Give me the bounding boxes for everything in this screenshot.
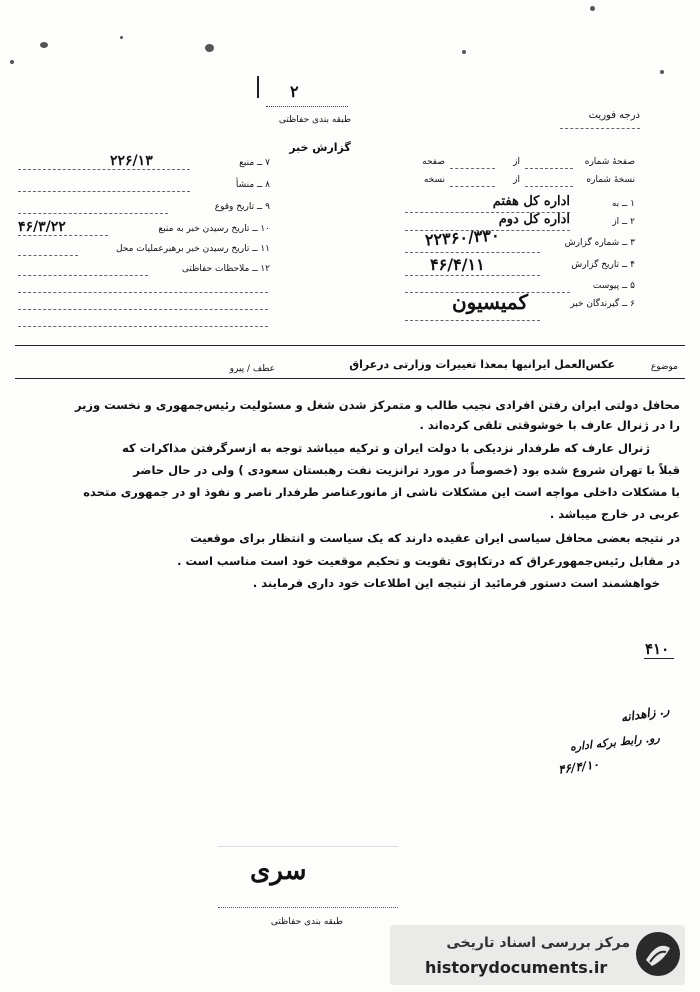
subject-label: موضوع (650, 362, 678, 372)
dotted-line (405, 320, 540, 321)
field-2-label: ۲ ــ از (612, 217, 635, 227)
stamp-text: سری (250, 856, 307, 886)
body-line: در مقابل رئیس‌جمهورعراق که درتکاپوی تقویت و تحکیم موقعیت خود است مناسب است . (177, 554, 680, 568)
page-from-label: از (513, 157, 520, 167)
dotted-line (18, 191, 190, 192)
scan-speck (40, 42, 48, 48)
field-4-label: ۴ ــ تاریخ گزارش (571, 260, 635, 270)
dotted-line (405, 252, 540, 253)
subject-rule-bottom (15, 378, 685, 379)
field-2-value: اداره کل دوم (498, 212, 570, 227)
field-3-label: ۳ ــ شماره گزارش (564, 238, 635, 248)
classification-label-top: طبقه بندی حفاظتی (278, 115, 352, 125)
form-title: گزارش خبر (289, 141, 351, 154)
field-3-value: ۲۲۳۶۰/۳۳۰ (424, 225, 501, 250)
body-line: قبلاً با تهران شروع شده بود (خصوصاً در مورد ترانزیت نفت رهبستان سعودی ) ولی در حال حاضر (133, 463, 680, 477)
dotted-line (18, 213, 168, 214)
dotted-line (450, 186, 495, 187)
field-10-label: ۱۰ ــ تاریخ رسیدن خبر به منبع (158, 224, 270, 234)
dotted-line (18, 275, 148, 276)
dotted-line (18, 292, 268, 293)
body-line: خواهشمند است دستور فرمائید از نتیجه این اطلاعات خود داری فرمایند . (252, 576, 660, 590)
watermark-url: historydocuments.ir (425, 958, 608, 977)
classification-box-bottom (218, 846, 398, 908)
field-10-value: ۴۶/۳/۲۲ (18, 219, 66, 235)
field-6-label: ۶ ــ گیرندگان خبر (570, 299, 635, 309)
dotted-line (450, 168, 495, 169)
watermark-org-name: مرکز بررسی اسناد تاریخی (446, 935, 630, 951)
margin-number-underline (644, 658, 674, 659)
urgency-label: درجه فوریت (588, 110, 640, 121)
scan-speck (205, 44, 214, 52)
dotted-line (525, 186, 573, 187)
reference-label: عطف / پیرو (229, 364, 275, 374)
dotted-line (18, 255, 78, 256)
subject-value: عکس‌العمل ایرانیها بمعذا تغییرات وزارتی درعراق (349, 358, 615, 371)
page-number-label: صفحهٔ شماره (584, 157, 635, 167)
signature-line-1: ر. زاهدانه (619, 702, 671, 725)
classification-box-top (266, 80, 348, 107)
field-5-label: ۵ ــ پیوست (592, 281, 635, 291)
field-4-value: ۴۶/۴/۱۱ (430, 255, 485, 274)
dotted-line (18, 235, 108, 236)
scan-speck (660, 70, 664, 74)
field-9-label: ۹ ــ تاریخ وقوع (214, 202, 270, 212)
signature-line-2: رو. رابط برکه اداره (569, 731, 661, 754)
body-line: را در ژنرال عارف با خوشوقتی تلقی کرده‌اند . (419, 418, 680, 432)
scan-speck (590, 6, 595, 11)
signature-line-3: ۴۶/۴/۱۰ (557, 757, 600, 777)
field-1-label: ۱ ــ به (611, 199, 635, 209)
dotted-line (405, 275, 540, 276)
classification-top-value: ۲ (290, 82, 299, 101)
field-8-label: ۸ ــ منشأ (235, 180, 270, 190)
body-line: عربی در خارج میباشد . (549, 507, 680, 521)
scan-speck (462, 50, 466, 54)
field-6-value: کمیسیون (451, 290, 528, 314)
body-line: با مشکلات داخلی مواجه است این مشکلات ناشی از مانورعناصر طرفدار ناصر و نفوذ او در جمهوری متحده (83, 485, 680, 499)
dotted-line (18, 309, 268, 310)
margin-number: ۴۱۰ (645, 640, 670, 658)
archive-logo-icon (634, 930, 682, 978)
subject-rule-top (15, 345, 685, 346)
copy-number-label: نسخهٔ شماره (586, 175, 635, 185)
body-line: ژنرال عارف که طرفدار نزدیکی با دولت ایران و ترکیه میباشد توجه به ازسرگرفتن مذاکرات که (122, 441, 650, 455)
body-line: محافل دولتی ایران رفتن افرادی نجیب طالب و متمرکز شدن شغل و مسئولیت رئیس‌جمهوری و نخست وزیر (74, 398, 680, 412)
classification-label-bottom: طبقه بندی حفاظتی (270, 917, 344, 927)
page-unit-label: صفحه (422, 157, 445, 167)
scan-speck (10, 60, 14, 64)
field-7-value: ۲۲۶/۱۳ (110, 153, 153, 169)
field-11-label: ۱۱ ــ تاریخ رسیدن خبر برهبرعملیات محل (115, 244, 270, 254)
dotted-line (18, 326, 268, 327)
copy-unit-label: نسخه (423, 175, 445, 185)
urgency-dotted-line (560, 128, 640, 129)
field-12-label: ۱۲ ــ ملاحظات حفاظتی (181, 264, 270, 274)
dotted-line (525, 168, 573, 169)
scan-speck (120, 36, 123, 39)
dotted-line (18, 169, 190, 170)
field-7-label: ۷ ــ منبع (239, 158, 270, 168)
field-1-value: اداره کل هفتم (492, 194, 570, 209)
body-line: در نتیجه بعضی محافل سیاسی ایران عقیده دارند که یک سیاست و انتظار برای موقعیت (190, 531, 680, 545)
copy-from-label: از (513, 175, 520, 185)
mark-stroke (257, 76, 259, 98)
